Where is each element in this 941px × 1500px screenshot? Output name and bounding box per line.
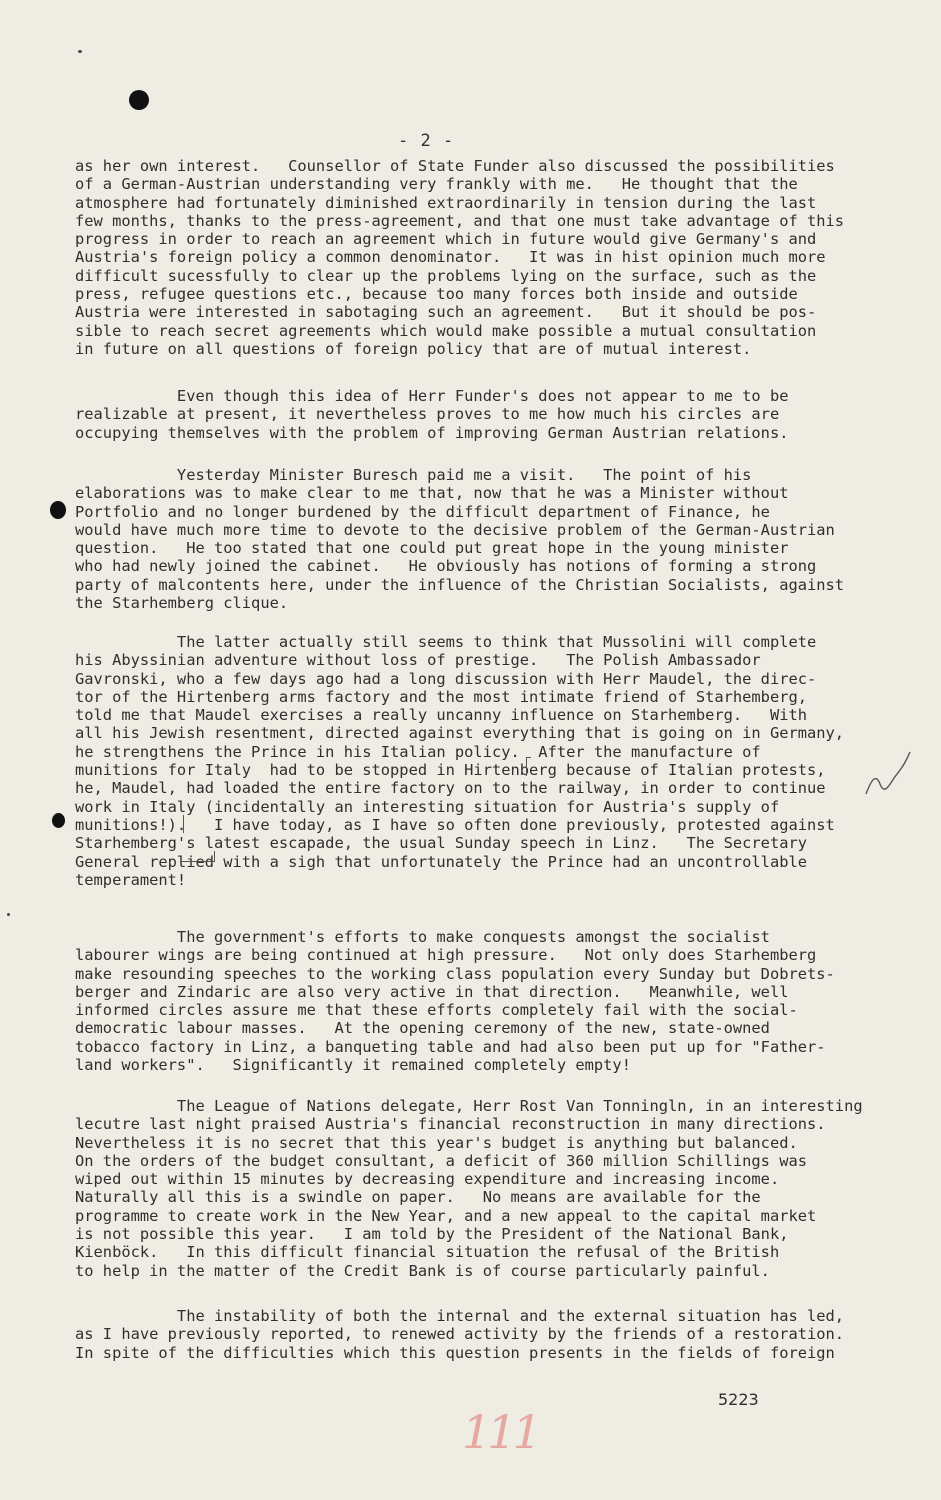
- text-line: temperament!: [75, 870, 187, 889]
- text-line: The League of Nations delegate, Herr Rost Van Tonningln, in an interesting: [75, 1097, 863, 1115]
- text-line: Kienböck. In this difficult financial situation the refusal of the British: [75, 1243, 780, 1262]
- text-line: Portfolio and no longer burdened by the difficult department of Finance, he: [75, 502, 770, 521]
- punch-hole-left-lower: [52, 813, 65, 828]
- text-line: atmosphere had fortunately diminished extraordinarily in tension during the last: [75, 193, 817, 212]
- text-line: told me that Maudel exercises a really uncanny influence on Starhemberg. With: [75, 706, 808, 725]
- text-line: land workers". Significantly it remained completely empty!: [75, 1056, 631, 1075]
- punch-hole-left: [50, 501, 66, 519]
- text-line: is not possible this year. I am told by the President of the National Bank,: [75, 1225, 789, 1244]
- text-line: berger and Zindaric are also very active in that direction. Meanwhile, well: [75, 982, 789, 1001]
- margin-annotation-mark: [862, 748, 914, 808]
- text-line: lecutre last night praised Austria's financial reconstruction in many directions.: [75, 1115, 826, 1134]
- text-line: Naturally all this is a swindle on paper. No means are available for the: [75, 1188, 761, 1207]
- paragraph-3: [75, 466, 875, 612]
- text-line: all his Jewish resentment, directed against everything that is going on in Germany,: [75, 724, 845, 743]
- text-line: to help in the matter of the Credit Bank is of course particularly painful.: [75, 1261, 770, 1280]
- text-line: labourer wings are being continued at high pressure. Not only does Starhemberg: [75, 946, 817, 965]
- text-line: work in Italy (incidentally an interesting situation for Austria's supply of: [75, 797, 780, 816]
- text-line: Yesterday Minister Buresch paid me a visit. The point of his: [75, 466, 752, 484]
- paragraph-1: [75, 157, 875, 358]
- pencil-bracket-close: [180, 851, 215, 862]
- text-line: question. He too stated that one could put great hope in the young minister: [75, 539, 789, 558]
- text-line: make resounding speeches to the working class population every Sunday but Dobrets-: [75, 964, 835, 983]
- text-line: of a German-Austrian understanding very frankly with me. He thought that the: [75, 175, 798, 194]
- text-line: elaborations was to make clear to me that, now that he was a Minister without: [75, 484, 789, 503]
- text-line: The latter actually still seems to think that Mussolini will complete: [75, 633, 817, 651]
- text-line: General replied with a sigh that unfortunately the Prince had an uncontrollable: [75, 852, 808, 871]
- document-number: 5223: [718, 1390, 759, 1409]
- text-line: programme to create work in the New Year, and a new appeal to the capital market: [75, 1206, 817, 1225]
- text-line: sible to reach secret agreements which would make possible a mutual consultation: [75, 321, 817, 340]
- text-line: few months, thanks to the press-agreement, and that one must take advantage of this: [75, 211, 845, 230]
- text-line: On the orders of the budget consultant, a deficit of 360 million Schillings was: [75, 1151, 808, 1170]
- pencil-bracket-open: [526, 757, 531, 776]
- text-line: would have much more time to devote to the decisive problem of the German-Austrian: [75, 520, 835, 539]
- pencil-bracket-middle: [180, 815, 184, 833]
- staple-mark: [78, 50, 82, 53]
- text-line: tobacco factory in Linz, a banqueting table and had also been put up for "Father-: [75, 1037, 826, 1056]
- text-line: Even though this idea of Herr Funder's does not appear to me to be: [75, 387, 789, 405]
- page-number: - 2 -: [398, 131, 455, 151]
- text-line: The government's efforts to make conquests amongst the socialist: [75, 928, 770, 946]
- text-line: press, refugee questions etc., because too many forces both inside and outside: [75, 285, 798, 304]
- text-line: munitions!). I have today, as I have so often done previously, protested against: [75, 815, 835, 834]
- text-line: occupying themselves with the problem of improving German Austrian relations.: [75, 423, 789, 442]
- text-line: party of malcontents here, under the influence of the Christian Socialists, against: [75, 575, 845, 594]
- text-line: Austria were interested in sabotaging such an agreement. But it should be pos-: [75, 303, 817, 322]
- text-line: who had newly joined the cabinet. He obviously has notions of forming a strong: [75, 557, 817, 576]
- text-line: informed circles assure me that these efforts completely fail with the social-: [75, 1001, 798, 1020]
- text-line: as her own interest. Counsellor of State Funder also discussed the possibilities: [75, 157, 835, 175]
- text-line: as I have previously reported, to renewed activity by the friends of a restoration.: [75, 1325, 845, 1344]
- text-line: realizable at present, it nevertheless proves to me how much his circles are: [75, 405, 780, 424]
- text-line: munitions for Italy had to be stopped in Hirtenberg because of Italian protests,: [75, 761, 826, 780]
- punch-hole-top: [129, 90, 149, 110]
- text-line: In spite of the difficulties which this question presents in the fields of foreign: [75, 1343, 835, 1362]
- text-line: wiped out within 15 minutes by decreasing expenditure and increasing income.: [75, 1170, 780, 1189]
- paragraph-2: [75, 387, 875, 442]
- text-line: he, Maudel, had loaded the entire factory on to the railway, in order to continue: [75, 779, 826, 798]
- text-line: the Starhemberg clique.: [75, 594, 289, 613]
- text-line: in future on all questions of foreign policy that are of mutual interest.: [75, 339, 752, 358]
- text-line: The instability of both the internal and the external situation has led,: [75, 1307, 845, 1325]
- text-line: his Abyssinian adventure without loss of prestige. The Polish Ambassador: [75, 651, 761, 670]
- pencil-mark: 111: [462, 1405, 538, 1459]
- text-line: Nevertheless it is no secret that this year's budget is anything but balanced.: [75, 1133, 798, 1152]
- text-line: he strengthens the Prince in his Italian policy. After the manufacture of: [75, 742, 761, 761]
- text-line: tor of the Hirtenberg arms factory and the most intimate friend of Starhemberg,: [75, 687, 808, 706]
- paragraph-6: [75, 1097, 875, 1280]
- text-line: difficult sucessfully to clear up the problems lying on the surface, such as the: [75, 266, 817, 285]
- margin-dot: [7, 913, 10, 916]
- paragraph-7: [75, 1307, 875, 1362]
- paragraph-5: [75, 928, 875, 1074]
- text-line: Starhemberg's latest escapade, the usual Sunday speech in Linz. The Secretary: [75, 834, 808, 853]
- text-line: democratic labour masses. At the opening ceremony of the new, state-owned: [75, 1019, 770, 1038]
- text-line: Austria's foreign policy a common denominator. It was in hist opinion much more: [75, 248, 826, 267]
- text-line: Gavronski, who a few days ago had a long discussion with Herr Maudel, the direc-: [75, 669, 817, 688]
- text-line: progress in order to reach an agreement which in future would give Germany's and: [75, 230, 817, 249]
